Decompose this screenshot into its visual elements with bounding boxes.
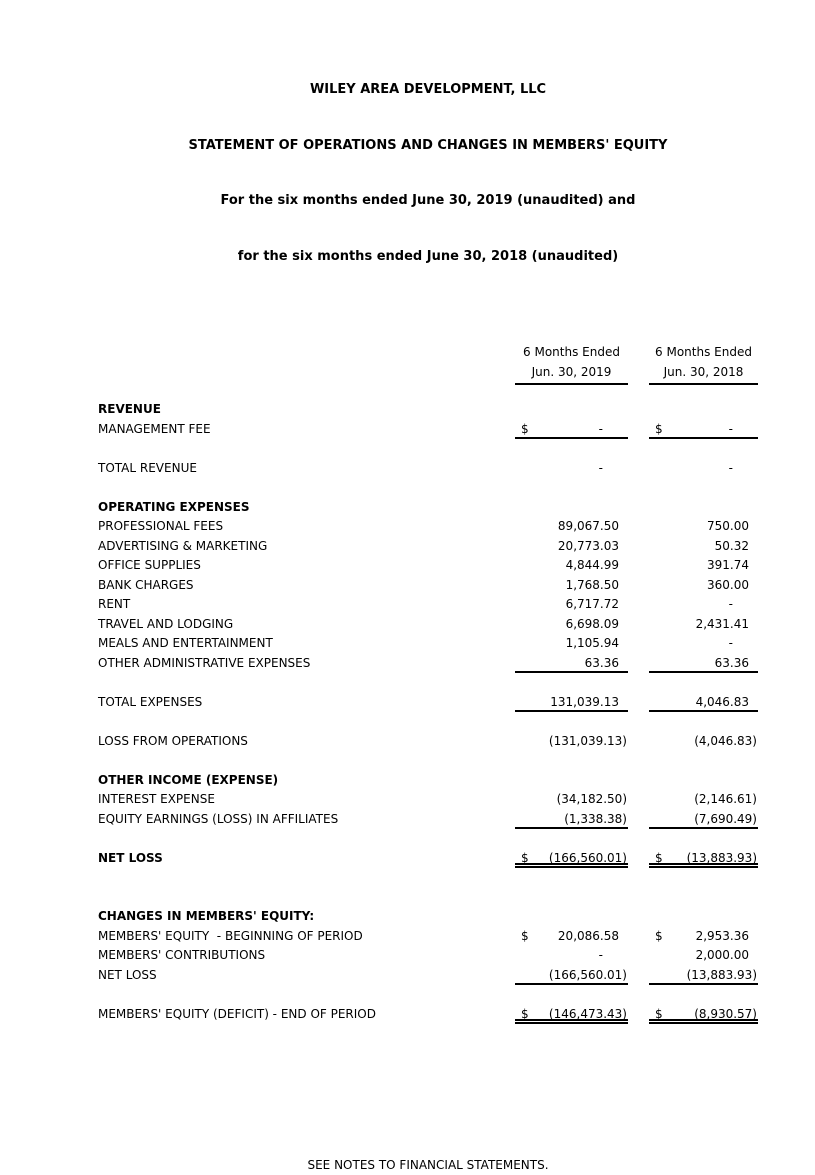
- row-label: TOTAL EXPENSES: [98, 694, 203, 709]
- statement-row: [98, 420, 758, 440]
- value-cell-2018: [649, 517, 758, 537]
- amount-2019: (34,182.50): [556, 792, 627, 806]
- amount-2019: 1,768.50: [565, 577, 619, 592]
- value-cell-2019: [515, 966, 628, 986]
- amount-2018: 2,000.00: [695, 948, 749, 962]
- amount-2018: (8,930.57): [694, 1006, 757, 1021]
- row-label: BANK CHARGES: [98, 577, 194, 592]
- statement-row: [98, 459, 758, 479]
- column-header-2018-line1: 6 Months Ended: [655, 345, 752, 359]
- value-cell-2018: [649, 946, 758, 966]
- amount-2018: 391.74: [707, 558, 749, 572]
- row-label: MANAGEMENT FEE: [98, 421, 211, 436]
- column-header-2019: [515, 343, 628, 385]
- row-label: RENT: [98, 597, 131, 611]
- value-cell-2018: [649, 790, 758, 810]
- amount-2018: 50.32: [714, 538, 749, 553]
- amount-2018: -: [728, 460, 733, 475]
- amount-2018: 63.36: [714, 655, 749, 670]
- footer-note: SEE NOTES TO FINANCIAL STATEMENTS.: [307, 1158, 549, 1172]
- row-label: MEMBERS' EQUITY - BEGINNING OF PERIOD: [98, 928, 363, 943]
- row-label: LOSS FROM OPERATIONS: [98, 733, 248, 748]
- statement-row: [98, 615, 758, 635]
- value-cell-2019: [515, 927, 628, 947]
- amount-2019: 6,698.09: [565, 616, 619, 631]
- row-label: TRAVEL AND LODGING: [98, 616, 234, 631]
- section-row: [98, 907, 758, 927]
- statement-row: [98, 517, 758, 537]
- value-cell-2018: [649, 595, 758, 615]
- amount-2018: 4,046.83: [695, 694, 749, 709]
- value-cell-2019: [515, 420, 628, 440]
- row-spacer: [98, 673, 758, 693]
- statement-title: STATEMENT OF OPERATIONS AND CHANGES IN MEMBERS' EQUITY: [188, 137, 668, 153]
- row-spacer: [98, 439, 758, 459]
- statement-content: [98, 44, 758, 1175]
- value-cell-2019: [515, 537, 628, 557]
- section-heading: CHANGES IN MEMBERS' EQUITY:: [98, 909, 315, 923]
- statement-row: [98, 927, 758, 947]
- amount-2019: 20,773.03: [557, 538, 619, 553]
- row-label: MEMBERS' EQUITY (DEFICIT) - END OF PERIOD: [98, 1006, 376, 1021]
- statement-row: [98, 732, 758, 752]
- row-spacer: [98, 478, 758, 498]
- row-label: INTEREST EXPENSE: [98, 792, 215, 806]
- row-spacer: [98, 829, 758, 849]
- section-heading: OPERATING EXPENSES: [98, 499, 250, 514]
- row-label: OTHER ADMINISTRATIVE EXPENSES: [98, 655, 311, 670]
- currency-symbol: $: [655, 850, 663, 865]
- value-cell-2019: [515, 810, 628, 830]
- amount-2018: -: [728, 421, 733, 436]
- row-label: MEMBERS' CONTRIBUTIONS: [98, 948, 266, 962]
- value-cell-2018: [649, 634, 758, 654]
- statement-row: [98, 810, 758, 830]
- value-cell-2019: [515, 595, 628, 615]
- currency-symbol: $: [655, 1006, 663, 1021]
- period-line-2: for the six months ended June 30, 2018 (unaudited): [237, 248, 619, 264]
- currency-symbol: $: [655, 928, 663, 943]
- row-label: ADVERTISING & MARKETING: [98, 538, 268, 553]
- value-cell-2019: [515, 634, 628, 654]
- row-spacer: [98, 751, 758, 771]
- value-cell-2019: [515, 459, 628, 479]
- section-row: [98, 400, 758, 420]
- value-cell-2018: [649, 576, 758, 596]
- value-cell-2019: [515, 556, 628, 576]
- currency-symbol: $: [521, 1006, 529, 1021]
- value-cell-2019: [515, 693, 628, 713]
- value-cell-2018: [649, 459, 758, 479]
- currency-symbol: $: [521, 928, 529, 943]
- statement-row: [98, 849, 758, 869]
- amount-2018: -: [728, 597, 733, 611]
- amount-2019: (1,338.38): [564, 811, 627, 826]
- value-cell-2018: [649, 927, 758, 947]
- value-cell-2019: [515, 946, 628, 966]
- amount-2019: 4,844.99: [565, 558, 619, 572]
- amount-2019: -: [598, 948, 603, 962]
- value-cell-2018: [649, 654, 758, 674]
- row-label: MEALS AND ENTERTAINMENT: [98, 636, 273, 650]
- amount-2019: 89,067.50: [557, 519, 619, 533]
- row-spacer: [98, 712, 758, 732]
- row-spacer: [98, 868, 758, 888]
- statement-row: [98, 1005, 758, 1025]
- value-cell-2018: [649, 556, 758, 576]
- statement-row: [98, 654, 758, 674]
- statement-row: [98, 946, 758, 966]
- value-cell-2018: [649, 849, 758, 869]
- currency-symbol: $: [521, 850, 529, 865]
- column-header-2019-line2: Jun. 30, 2019: [531, 364, 612, 379]
- amount-2018: (2,146.61): [694, 792, 757, 806]
- value-cell-2019: [515, 517, 628, 537]
- amount-2018: (13,883.93): [686, 967, 757, 982]
- statement-row: [98, 790, 758, 810]
- value-cell-2018: [649, 732, 758, 752]
- amount-2018: 360.00: [707, 577, 749, 592]
- value-cell-2018: [649, 420, 758, 440]
- section-heading: OTHER INCOME (EXPENSE): [98, 772, 279, 787]
- currency-symbol: $: [655, 421, 663, 436]
- currency-symbol: $: [521, 421, 529, 436]
- value-cell-2019: [515, 654, 628, 674]
- column-headers: [98, 343, 758, 385]
- amount-2018: (13,883.93): [686, 850, 757, 865]
- row-label: TOTAL REVENUE: [98, 460, 197, 475]
- section-row: [98, 771, 758, 791]
- value-cell-2018: [649, 693, 758, 713]
- row-label: PROFESSIONAL FEES: [98, 519, 224, 533]
- value-cell-2019: [515, 790, 628, 810]
- value-cell-2018: [649, 810, 758, 830]
- value-cell-2019: [515, 576, 628, 596]
- amount-2019: (166,560.01): [548, 967, 627, 982]
- amount-2018: (4,046.83): [694, 733, 757, 748]
- financial-statement-page: [0, 44, 815, 1172]
- statement-row: [98, 537, 758, 557]
- amount-2019: 131,039.13: [550, 694, 619, 709]
- row-spacer: [98, 888, 758, 908]
- amount-2018: -: [728, 636, 733, 650]
- amount-2019: (146,473.43): [548, 1006, 627, 1021]
- amount-2019: 6,717.72: [565, 597, 619, 611]
- row-spacer: [98, 985, 758, 1005]
- row-label: OFFICE SUPPLIES: [98, 558, 201, 572]
- amount-2019: (166,560.01): [548, 850, 627, 865]
- column-header-2018: [649, 343, 758, 385]
- statement-row: [98, 966, 758, 986]
- amount-2018: 2,431.41: [695, 616, 749, 631]
- value-cell-2019: [515, 849, 628, 869]
- company-name: WILEY AREA DEVELOPMENT, LLC: [309, 82, 547, 97]
- statement-row: [98, 556, 758, 576]
- section-row: [98, 498, 758, 518]
- amount-2018: 2,953.36: [695, 928, 749, 943]
- section-heading: REVENUE: [98, 402, 161, 416]
- amount-2018: (7,690.49): [694, 811, 757, 826]
- value-cell-2019: [515, 615, 628, 635]
- row-label: NET LOSS: [98, 850, 163, 865]
- statement-row: [98, 595, 758, 615]
- statement-row: [98, 576, 758, 596]
- amount-2019: -: [598, 460, 603, 475]
- document-header: [98, 44, 758, 303]
- row-label: NET LOSS: [98, 967, 157, 982]
- statement-body: [98, 400, 758, 1024]
- value-cell-2018: [649, 1005, 758, 1025]
- statement-row: [98, 634, 758, 654]
- column-header-2019-line1: 6 Months Ended: [523, 345, 620, 359]
- row-label: EQUITY EARNINGS (LOSS) IN AFFILIATES: [98, 811, 339, 826]
- amount-2019: -: [598, 421, 603, 436]
- value-cell-2018: [649, 537, 758, 557]
- amount-2018: 750.00: [707, 519, 749, 533]
- amount-2019: 1,105.94: [565, 636, 619, 650]
- column-header-2018-line2: Jun. 30, 2018: [663, 364, 744, 379]
- amount-2019: 63.36: [584, 655, 619, 670]
- statement-row: [98, 693, 758, 713]
- amount-2019: (131,039.13): [548, 733, 627, 748]
- value-cell-2018: [649, 966, 758, 986]
- value-cell-2019: [515, 732, 628, 752]
- value-cell-2018: [649, 615, 758, 635]
- value-cell-2019: [515, 1005, 628, 1025]
- amount-2019: 20,086.58: [557, 928, 619, 943]
- period-line-1: For the six months ended June 30, 2019 (unaudited) and: [220, 193, 636, 208]
